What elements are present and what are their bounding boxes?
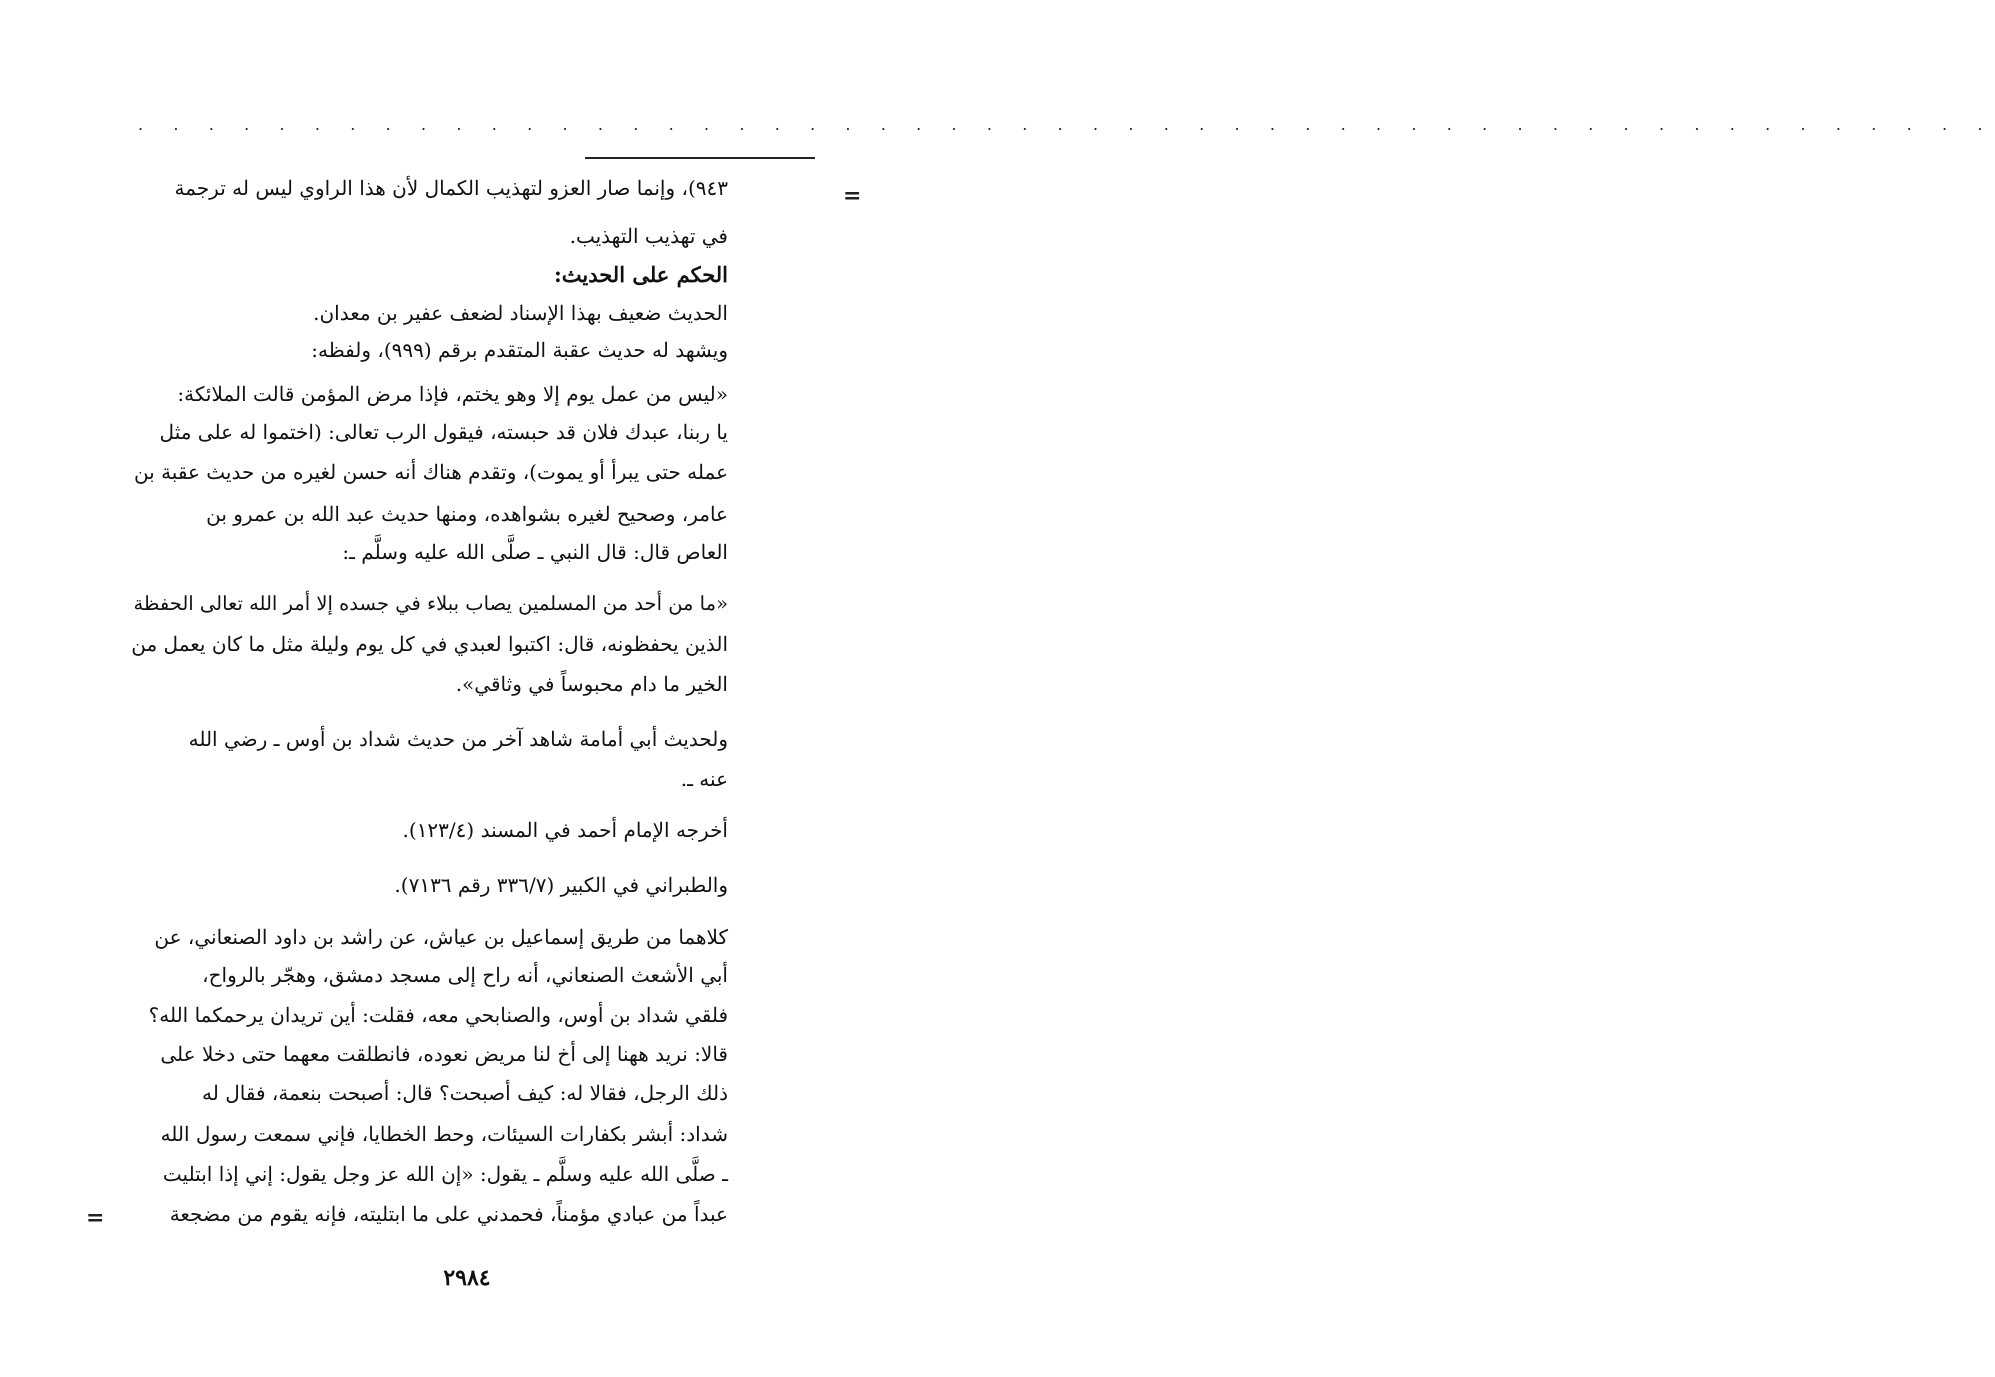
text-line: «ليس من عمل يوم إلا وهو يختم، فإذا مرض المؤمن قالت الملائكة:	[177, 382, 728, 406]
text-line: الحديث ضعيف بهذا الإسناد لضعف عفير بن معدان.	[313, 301, 728, 325]
text-line: قالا: نريد ههنا إلى أخ لنا مريض نعوده، فانطلقت معهما حتى دخلا على	[160, 1042, 728, 1066]
text-line: فلقي شداد بن أوس، والصنابحي معه، فقلت: أين تريدان يرحمكما الله؟	[148, 1003, 728, 1027]
section-heading: الحكم على الحديث:	[554, 262, 728, 287]
text-line: شداد: أبشر بكفارات السيئات، وحط الخطايا، فإني سمعت رسول الله	[160, 1122, 728, 1146]
text-line: «ما من أحد من المسلمين يصاب ببلاء في جسده إلا أمر الله تعالى الحفظة	[133, 592, 728, 615]
text-line: عامر، وصحيح لغيره بشواهده، ومنها حديث عبد الله بن عمرو بن	[206, 502, 728, 526]
text-line: ذلك الرجل، فقالا له: كيف أصبحت؟ قال: أصبحت بنعمة، فقال له	[202, 1081, 728, 1105]
text-line: ٩٤٣)، وإنما صار العزو لتهذيب الكمال لأن هذا الراوي ليس له ترجمة	[174, 176, 728, 200]
page-number: ٢٩٨٤	[443, 1265, 491, 1291]
text-line: عبداً من عبادي مؤمناً، فحمدني على ما ابتليته، فإنه يقوم من مضجعة	[169, 1202, 728, 1226]
text-line: عمله حتى يبرأ أو يموت)، وتقدم هناك أنه حسن لغيره من حديث عقبة بن	[133, 460, 728, 484]
footnote-rule	[585, 157, 815, 159]
text-line: أخرجه الإمام أحمد في المسند (١٢٣/٤).	[402, 818, 728, 842]
text-line: ـ صلَّى الله عليه وسلَّم ـ يقول: «إن الله عز وجل يقول: إني إذا ابتليت	[162, 1162, 728, 1186]
text-line: ويشهد له حديث عقبة المتقدم برقم (٩٩٩)، ولفظه:	[311, 338, 728, 362]
continuation-mark-bottom: =	[86, 1205, 105, 1231]
text-line: عنه ـ.	[680, 767, 728, 791]
text-line: ولحديث أبي أمامة شاهد آخر من حديث شداد بن أوس ـ رضي الله	[188, 727, 728, 751]
text-line: العاص قال: قال النبي ـ صلَّى الله عليه وسلَّم ـ:	[342, 540, 728, 564]
text-line: يا ربنا، عبدك فلان قد حبسته، فيقول الرب تعالى: (اختموا له على مثل	[159, 420, 728, 444]
text-line: أبي الأشعث الصنعاني، أنه راح إلى مسجد دمشق، وهجّر بالرواح،	[202, 963, 728, 987]
text-line: في تهذيب التهذيب.	[569, 224, 728, 248]
continuation-mark-top: =	[843, 183, 862, 209]
text-line: الخير ما دام محبوساً في وثاقي».	[455, 672, 728, 696]
text-line: والطبراني في الكبير (٣٣٦/٧ رقم ٧١٣٦).	[394, 873, 728, 897]
text-line: الذين يحفظونه، قال: اكتبوا لعبدي في كل يوم وليلة مثل ما كان يعمل من	[131, 632, 728, 656]
text-line: كلاهما من طريق إسماعيل بن عياش، عن راشد بن داود الصنعاني، عن	[154, 925, 728, 949]
dotted-separator: . . . . . . . . . . . . . . . . . . . . . . . . . . . . . . . . . . . . . . . . . . . . . . . . . . . . .	[138, 115, 1995, 134]
